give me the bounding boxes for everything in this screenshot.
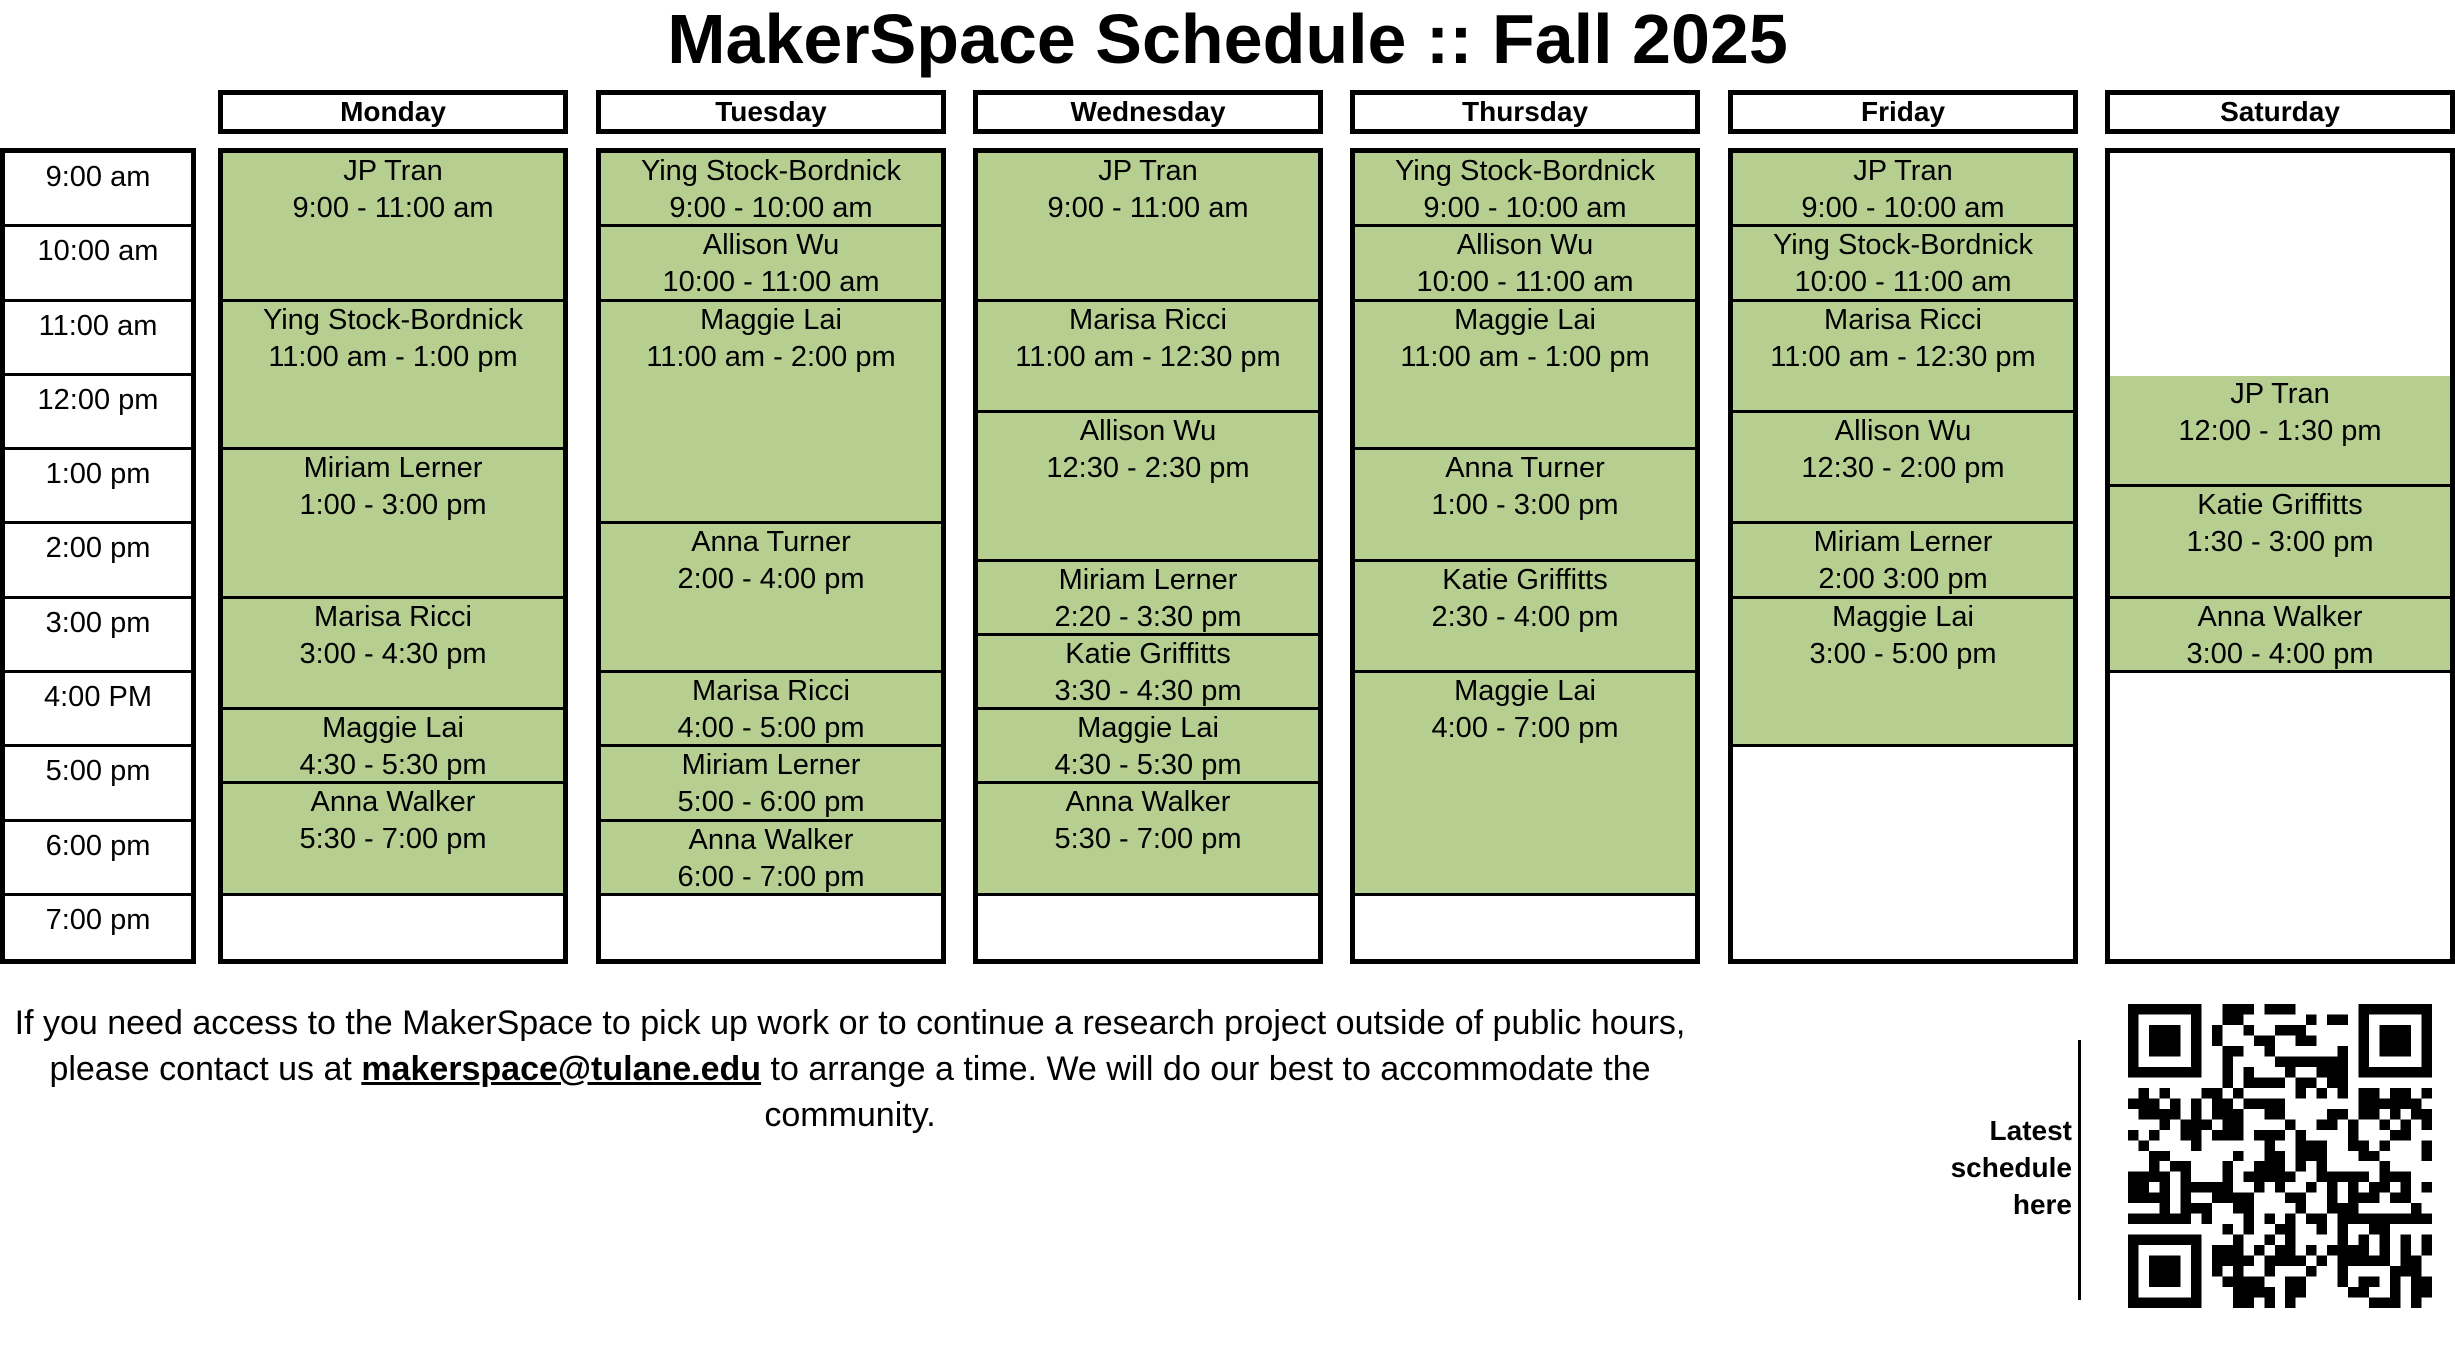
shift-staff-name: Miriam Lerner: [1058, 563, 1238, 596]
shift-time: 9:00 - 10:00 am: [1423, 192, 1627, 224]
shift-time: 2:30 - 4:00 pm: [1431, 600, 1619, 633]
time-label: 6:00 pm: [5, 822, 191, 896]
email-link[interactable]: makerspace@tulane.edu: [361, 1050, 762, 1088]
time-label: 9:00 am: [5, 153, 191, 227]
shift-time: 9:00 - 10:00 am: [669, 192, 873, 224]
shift-block[interactable]: [1355, 302, 1695, 451]
shift-staff-name: Ying Stock-Bordnick: [262, 303, 524, 336]
shift-staff-name: Maggie Lai: [1454, 675, 1596, 707]
note-text-before: If you need access to the MakerSpace to pick up work or to continue a research project outside of public hours, please contact us at: [14, 1004, 1686, 1088]
day-header-tuesday: Tuesday: [596, 90, 946, 134]
day-header-friday: Friday: [1728, 90, 2078, 134]
day-column-tuesday: [596, 148, 946, 964]
shift-staff-name: JP Tran: [1853, 155, 1953, 187]
time-label: 7:00 pm: [45, 903, 151, 936]
shift-staff-name: Katie Griffitts: [1065, 637, 1231, 670]
shift-time: 4:30 - 5:30 pm: [299, 749, 487, 782]
shift-block[interactable]: [978, 636, 1318, 710]
shift-staff-name: Marisa Ricci: [314, 600, 472, 633]
shift-block[interactable]: [601, 673, 941, 747]
shift-block[interactable]: [601, 153, 941, 227]
shift-staff-name: Maggie Lai: [1832, 600, 1974, 633]
shift-staff-name: Anna Walker: [310, 786, 476, 819]
shift-staff-name: Katie Griffitts: [1442, 563, 1608, 596]
shift-time: 3:30 - 4:30 pm: [1054, 674, 1242, 707]
shift-staff-name: Miriam Lerner: [303, 452, 483, 485]
shift-staff-name: Ying Stock-Bordnick: [1394, 155, 1656, 187]
day-column-wednesday: [973, 148, 1323, 964]
shift-time: 11:00 am - 2:00 pm: [646, 340, 896, 373]
shift-block[interactable]: [1733, 153, 2073, 227]
shift-block[interactable]: [1733, 599, 2073, 748]
shift-staff-name: Anna Walker: [1065, 786, 1231, 819]
shift-staff-name: Anna Turner: [1445, 452, 1605, 485]
shift-block[interactable]: [601, 302, 941, 525]
shift-staff-name: Allison Wu: [1456, 229, 1594, 262]
shift-time: 11:00 am - 12:30 pm: [1770, 340, 2036, 373]
shift-time: 9:00 - 10:00 am: [1801, 192, 2005, 224]
shift-block[interactable]: [601, 747, 941, 821]
shift-block[interactable]: [978, 710, 1318, 784]
shift-block[interactable]: [978, 153, 1318, 302]
shift-block[interactable]: [601, 227, 941, 301]
shift-staff-name: Anna Walker: [2197, 600, 2363, 633]
shift-time: 9:00 - 11:00 am: [292, 192, 494, 224]
shift-time: 10:00 - 11:00 am: [662, 266, 880, 299]
shift-staff-name: Anna Walker: [688, 823, 854, 856]
shift-block[interactable]: [2110, 487, 2450, 598]
shift-block[interactable]: [1355, 227, 1695, 301]
day-header-wednesday: Wednesday: [973, 90, 1323, 134]
shift-time: 11:00 am - 12:30 pm: [1015, 340, 1281, 373]
day-column-thursday: [1350, 148, 1700, 964]
shift-staff-name: JP Tran: [2230, 377, 2330, 410]
qr-code-icon[interactable]: [2128, 1004, 2432, 1308]
shift-block[interactable]: [1355, 562, 1695, 673]
shift-staff-name: Anna Turner: [691, 526, 851, 559]
time-column: [0, 148, 196, 964]
qr-label: Latest schedule here: [1950, 1115, 2072, 1220]
shift-time: 9:00 - 11:00 am: [1047, 192, 1249, 224]
day-column-friday: [1728, 148, 2078, 964]
shift-time: 3:00 - 4:00 pm: [2186, 637, 2374, 670]
shift-block[interactable]: [601, 822, 941, 896]
shift-time: 5:00 - 6:00 pm: [677, 786, 865, 819]
shift-time: 2:20 - 3:30 pm: [1054, 600, 1242, 633]
shift-time: 5:30 - 7:00 pm: [299, 823, 487, 856]
shift-block[interactable]: [978, 302, 1318, 413]
shift-time: 11:00 am - 1:00 pm: [268, 340, 518, 373]
shift-time: 12:30 - 2:30 pm: [1046, 452, 1250, 484]
day-header-monday: Monday: [218, 90, 568, 134]
shift-staff-name: Allison Wu: [1079, 415, 1217, 447]
day-header-saturday: Saturday: [2105, 90, 2455, 134]
time-label: 3:00 pm: [5, 599, 191, 673]
shift-block[interactable]: [223, 710, 563, 784]
shift-staff-name: Maggie Lai: [700, 303, 842, 336]
shift-block[interactable]: [2110, 599, 2450, 673]
day-header-thursday: Thursday: [1350, 90, 1700, 134]
shift-staff-name: Miriam Lerner: [681, 749, 861, 782]
shift-time: 1:00 - 3:00 pm: [299, 489, 487, 522]
shift-staff-name: Miriam Lerner: [1813, 526, 1993, 559]
shift-staff-name: Katie Griffitts: [2197, 489, 2363, 522]
time-label: 4:00 PM: [5, 673, 191, 747]
shift-block[interactable]: [978, 413, 1318, 562]
time-label: 11:00 am: [5, 302, 191, 376]
shift-time: 5:30 - 7:00 pm: [1054, 823, 1242, 856]
day-column-monday: [218, 148, 568, 964]
shift-block[interactable]: [223, 599, 563, 710]
shift-time: 2:00 3:00 pm: [1818, 563, 1988, 596]
shift-time: 10:00 - 11:00 am: [1416, 266, 1634, 299]
qr-divider: [2078, 1040, 2081, 1300]
shift-time: 1:30 - 3:00 pm: [2186, 526, 2374, 559]
shift-block[interactable]: [223, 153, 563, 302]
note-text-after: to arrange a time. We will do our best to accommodate the community.: [761, 1050, 1651, 1134]
shift-time: 6:00 - 7:00 pm: [677, 860, 865, 893]
time-label: 2:00 pm: [5, 524, 191, 598]
shift-block[interactable]: [1733, 524, 2073, 598]
shift-block[interactable]: [978, 784, 1318, 895]
shift-block[interactable]: [1733, 302, 2073, 413]
shift-time: 12:30 - 2:00 pm: [1801, 452, 2005, 484]
shift-time: 4:00 - 5:00 pm: [677, 712, 865, 744]
shift-staff-name: Ying Stock-Bordnick: [1772, 229, 2034, 262]
shift-block[interactable]: [223, 784, 563, 895]
shift-time: 3:00 - 4:30 pm: [299, 637, 487, 670]
shift-block[interactable]: [1355, 450, 1695, 561]
day-column-saturday: [2105, 148, 2455, 964]
shift-staff-name: Allison Wu: [1834, 415, 1972, 447]
shift-time: 3:00 - 5:00 pm: [1809, 637, 1997, 670]
shift-staff-name: JP Tran: [1098, 155, 1198, 187]
time-label: 5:00 pm: [5, 747, 191, 821]
shift-time: 12:00 - 1:30 pm: [2178, 414, 2382, 447]
shift-staff-name: Marisa Ricci: [1069, 303, 1227, 336]
shift-block[interactable]: [1733, 413, 2073, 524]
shift-time: 11:00 am - 1:00 pm: [1400, 340, 1650, 373]
shift-staff-name: Marisa Ricci: [1824, 303, 1982, 336]
shift-staff-name: Maggie Lai: [1077, 712, 1219, 745]
time-label: 12:00 pm: [5, 376, 191, 450]
shift-block[interactable]: [1355, 673, 1695, 896]
time-label: 10:00 am: [5, 227, 191, 301]
shift-time: 4:00 - 7:00 pm: [1431, 712, 1619, 744]
shift-block[interactable]: [223, 302, 563, 451]
shift-block[interactable]: [2110, 376, 2450, 487]
shift-staff-name: Maggie Lai: [1454, 303, 1596, 336]
shift-time: 2:00 - 4:00 pm: [677, 563, 865, 596]
page-title: MakerSpace Schedule :: Fall 2025: [667, 0, 1788, 78]
shift-time: 10:00 - 11:00 am: [1794, 266, 2012, 299]
access-note: [0, 1000, 1700, 1138]
shift-block[interactable]: [1355, 153, 1695, 227]
shift-staff-name: Allison Wu: [702, 229, 840, 262]
shift-time: 4:30 - 5:30 pm: [1054, 749, 1242, 782]
shift-staff-name: Maggie Lai: [322, 712, 464, 745]
time-label: 1:00 pm: [5, 450, 191, 524]
shift-staff-name: Ying Stock-Bordnick: [640, 155, 902, 187]
shift-block[interactable]: [978, 562, 1318, 636]
shift-staff-name: JP Tran: [343, 155, 443, 187]
shift-block[interactable]: [223, 450, 563, 599]
shift-block[interactable]: [601, 524, 941, 673]
shift-time: 1:00 - 3:00 pm: [1431, 489, 1619, 522]
shift-block[interactable]: [1733, 227, 2073, 301]
shift-staff-name: Marisa Ricci: [692, 675, 850, 707]
